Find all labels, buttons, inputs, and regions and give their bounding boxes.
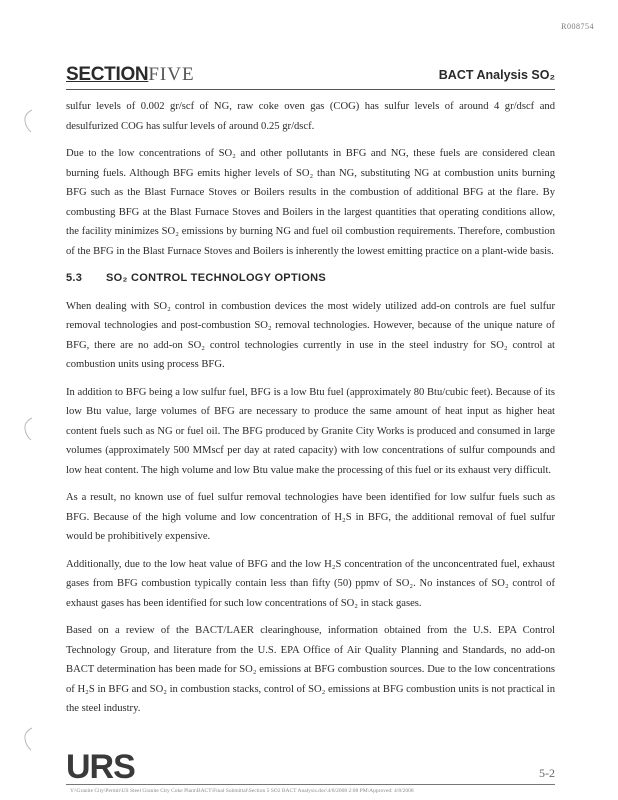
section-number: FIVE xyxy=(148,64,195,85)
paragraph: When dealing with SO₂ control in combustion devices the most widely utilized add-on controls are fuel sulfur removal technologies and post-combustion SO₂ removal technologies. However, because of the unique nature of BFG, there are no add-on SO₂ control technologies currently in use in the steel industry for SO₂ control at combustion units using process BFG. xyxy=(66,300,555,370)
paragraph: Due to the low concentrations of SO₂ and other pollutants in BFG and NG, these fuels are considered clean burning fuels. Although BFG emits higher levels of SO₂ than NG, substituting NG at combustion units burning BFG such as the Blast Furnace Stoves or Boilers results in the combustion of additional BFG at the flare. By combusting BFG at the Blast Furnace Stoves and Boilers in the largest quantities that operating conditions allow, the facility minimizes SO₂ emissions by burning NG and fuel oil combustion requirements. Therefore, combustion of the BFG in the Blast Furnace Stoves and Boilers is inherently the lowest emitting practice on a plant-wide basis. xyxy=(66,148,555,257)
paragraph: As a result, no known use of fuel sulfur removal technologies have been identified for low sulfur fuels such as BFG. Because of the high volume and low concentration of H₂S in BFG, the additional removal of fuel sulfur would be prohibitively expensive. xyxy=(66,492,555,542)
paragraph: Based on a review of the BACT/LAER clearinghouse, information obtained from the U.S. EPA Control Technology Group, and literature from the U.S. EPA Office of Air Quality Planning and Standards, no add-on BACT determination has been made for SO₂ emissions at BFG combustion sources. Due to the low concentrations of H₂S in BFG and SO₂ in combustion stacks, control of SO₂ emissions at BFG combustion units is not practical in the steel industry. xyxy=(66,625,555,714)
footer-rule xyxy=(66,784,555,785)
section-topic: BACT Analysis SO₂ xyxy=(438,68,555,82)
subsection-number: 5.3 xyxy=(66,272,83,284)
binder-hole-mark-icon xyxy=(22,726,32,752)
footer-path: Y:\Granite City\Permit\US Steel Granite City Coke Plant\BACT\Final Submittal\Section 5 SO2 BACT Analysis.doc\4/8/2008 2:08 PM\Approved: 4/8/2008 xyxy=(70,788,414,794)
binder-hole-mark-icon xyxy=(22,108,32,134)
section-word: SECTION xyxy=(66,64,149,85)
page-header xyxy=(66,60,555,90)
page-number: 5-2 xyxy=(539,766,555,780)
header-rule xyxy=(66,89,555,90)
document-id: R008754 xyxy=(561,22,594,31)
paragraph: sulfur levels of 0.002 gr/scf of NG, raw coke oven gas (COG) has sulfur levels of around 4 gr/dscf and desulfurized COG has sulfur levels of around 0.25 gr/dscf. xyxy=(66,101,555,132)
paragraph: In addition to BFG being a low sulfur fuel, BFG is a low Btu fuel (approximately 80 Btu/cubic feet). Because of its low Btu value, large volumes of BFG are necessary to produce the same amount of heat input as higher heat content fuels such as NG or fuel oil. The BFG produced by Granite City Works is produced and consumed in large volumes (approximately 500 MMscf per day at rated capacity) with low concentrations of sulfur compounds and low heat content. The high volume and low Btu value make the processing of this fuel or its exhaust very difficult. xyxy=(66,386,555,476)
binder-hole-mark-icon xyxy=(22,416,32,442)
urs-logo: URS xyxy=(66,748,135,786)
paragraph: Additionally, due to the low heat value of BFG and the low H₂S concentration of the unconcentrated fuel, exhaust gases from BFG combustion typically contain less than fifty (50) ppmv of SO₂. No instances of SO₂ control of exhaust gases has been identified for such low concentrations of SO₂ in stack gases. xyxy=(66,558,555,609)
document-body xyxy=(66,97,555,727)
subsection-heading xyxy=(66,269,555,289)
section-title xyxy=(66,64,195,86)
subsection-title: SO₂ CONTROL TECHNOLOGY OPTIONS xyxy=(106,272,327,284)
